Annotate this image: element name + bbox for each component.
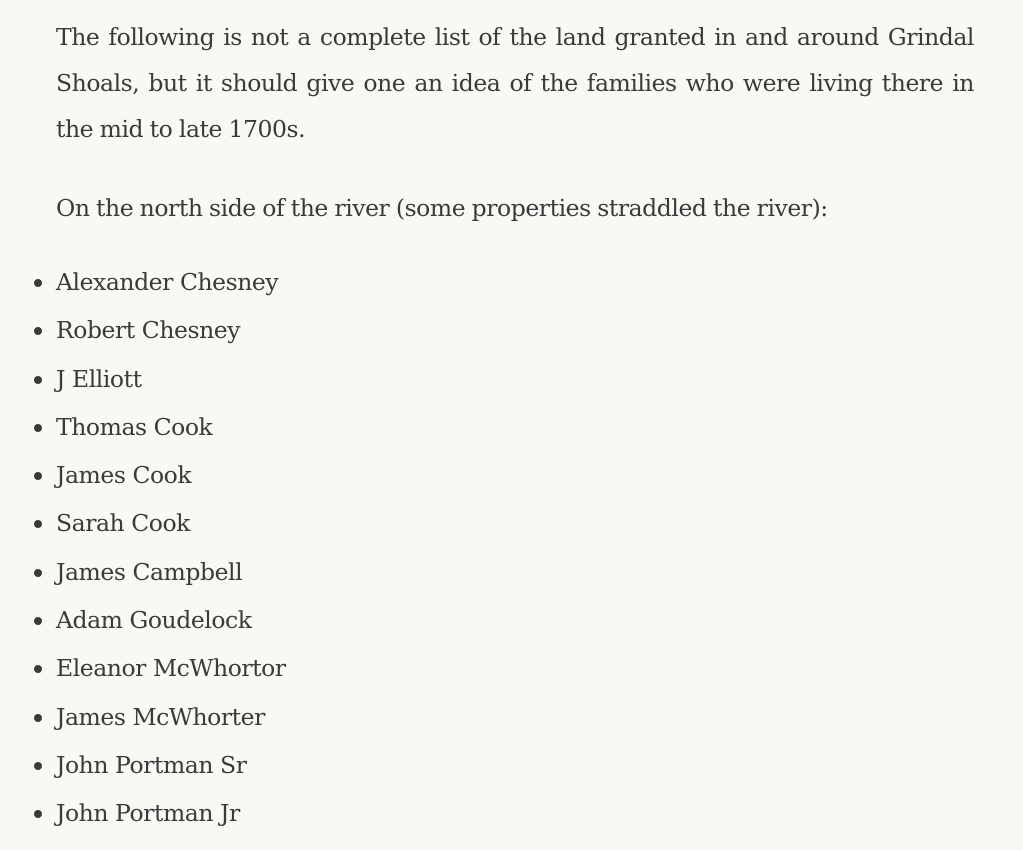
bullet-point-icon (34, 665, 42, 673)
grantee-name: Thomas Cook (56, 412, 213, 441)
north-side-lead-paragraph: On the north side of the river (some properties straddled the river): (56, 194, 828, 222)
bullet-point-icon (34, 617, 42, 625)
bullet-point-icon (34, 327, 42, 335)
bullet-point-icon (34, 810, 42, 818)
grantee-name: John Portman Sr (56, 750, 247, 779)
bullet-point-icon (34, 714, 42, 722)
bullet-point-icon (34, 376, 42, 384)
grantee-name: Adam Goudelock (56, 606, 252, 635)
grantee-name: James Cook (56, 461, 192, 490)
bullet-point-icon (34, 762, 42, 770)
grantee-name: Eleanor McWhortor (56, 654, 286, 683)
bullet-point-icon (34, 520, 42, 528)
grantee-name: James Campbell (56, 557, 243, 586)
bullet-point-icon (34, 472, 42, 480)
bullet-point-icon (34, 424, 42, 432)
grantee-name: John Portman Jr (56, 799, 240, 828)
bullet-point-icon (34, 569, 42, 577)
grantee-name: Alexander Chesney (56, 268, 279, 296)
grantee-name: Sarah Cook (56, 509, 190, 538)
grantee-name: James McWhorter (56, 702, 265, 731)
grantee-name: Robert Chesney (56, 316, 241, 345)
intro-paragraph: The following is not a complete list of the land granted in and around Grindal Shoals, but it should give one an idea of the families who were living there in the mid to late 1700s. (56, 23, 974, 143)
grantee-name: J Elliott (56, 364, 142, 393)
bullet-point-icon (34, 279, 42, 287)
